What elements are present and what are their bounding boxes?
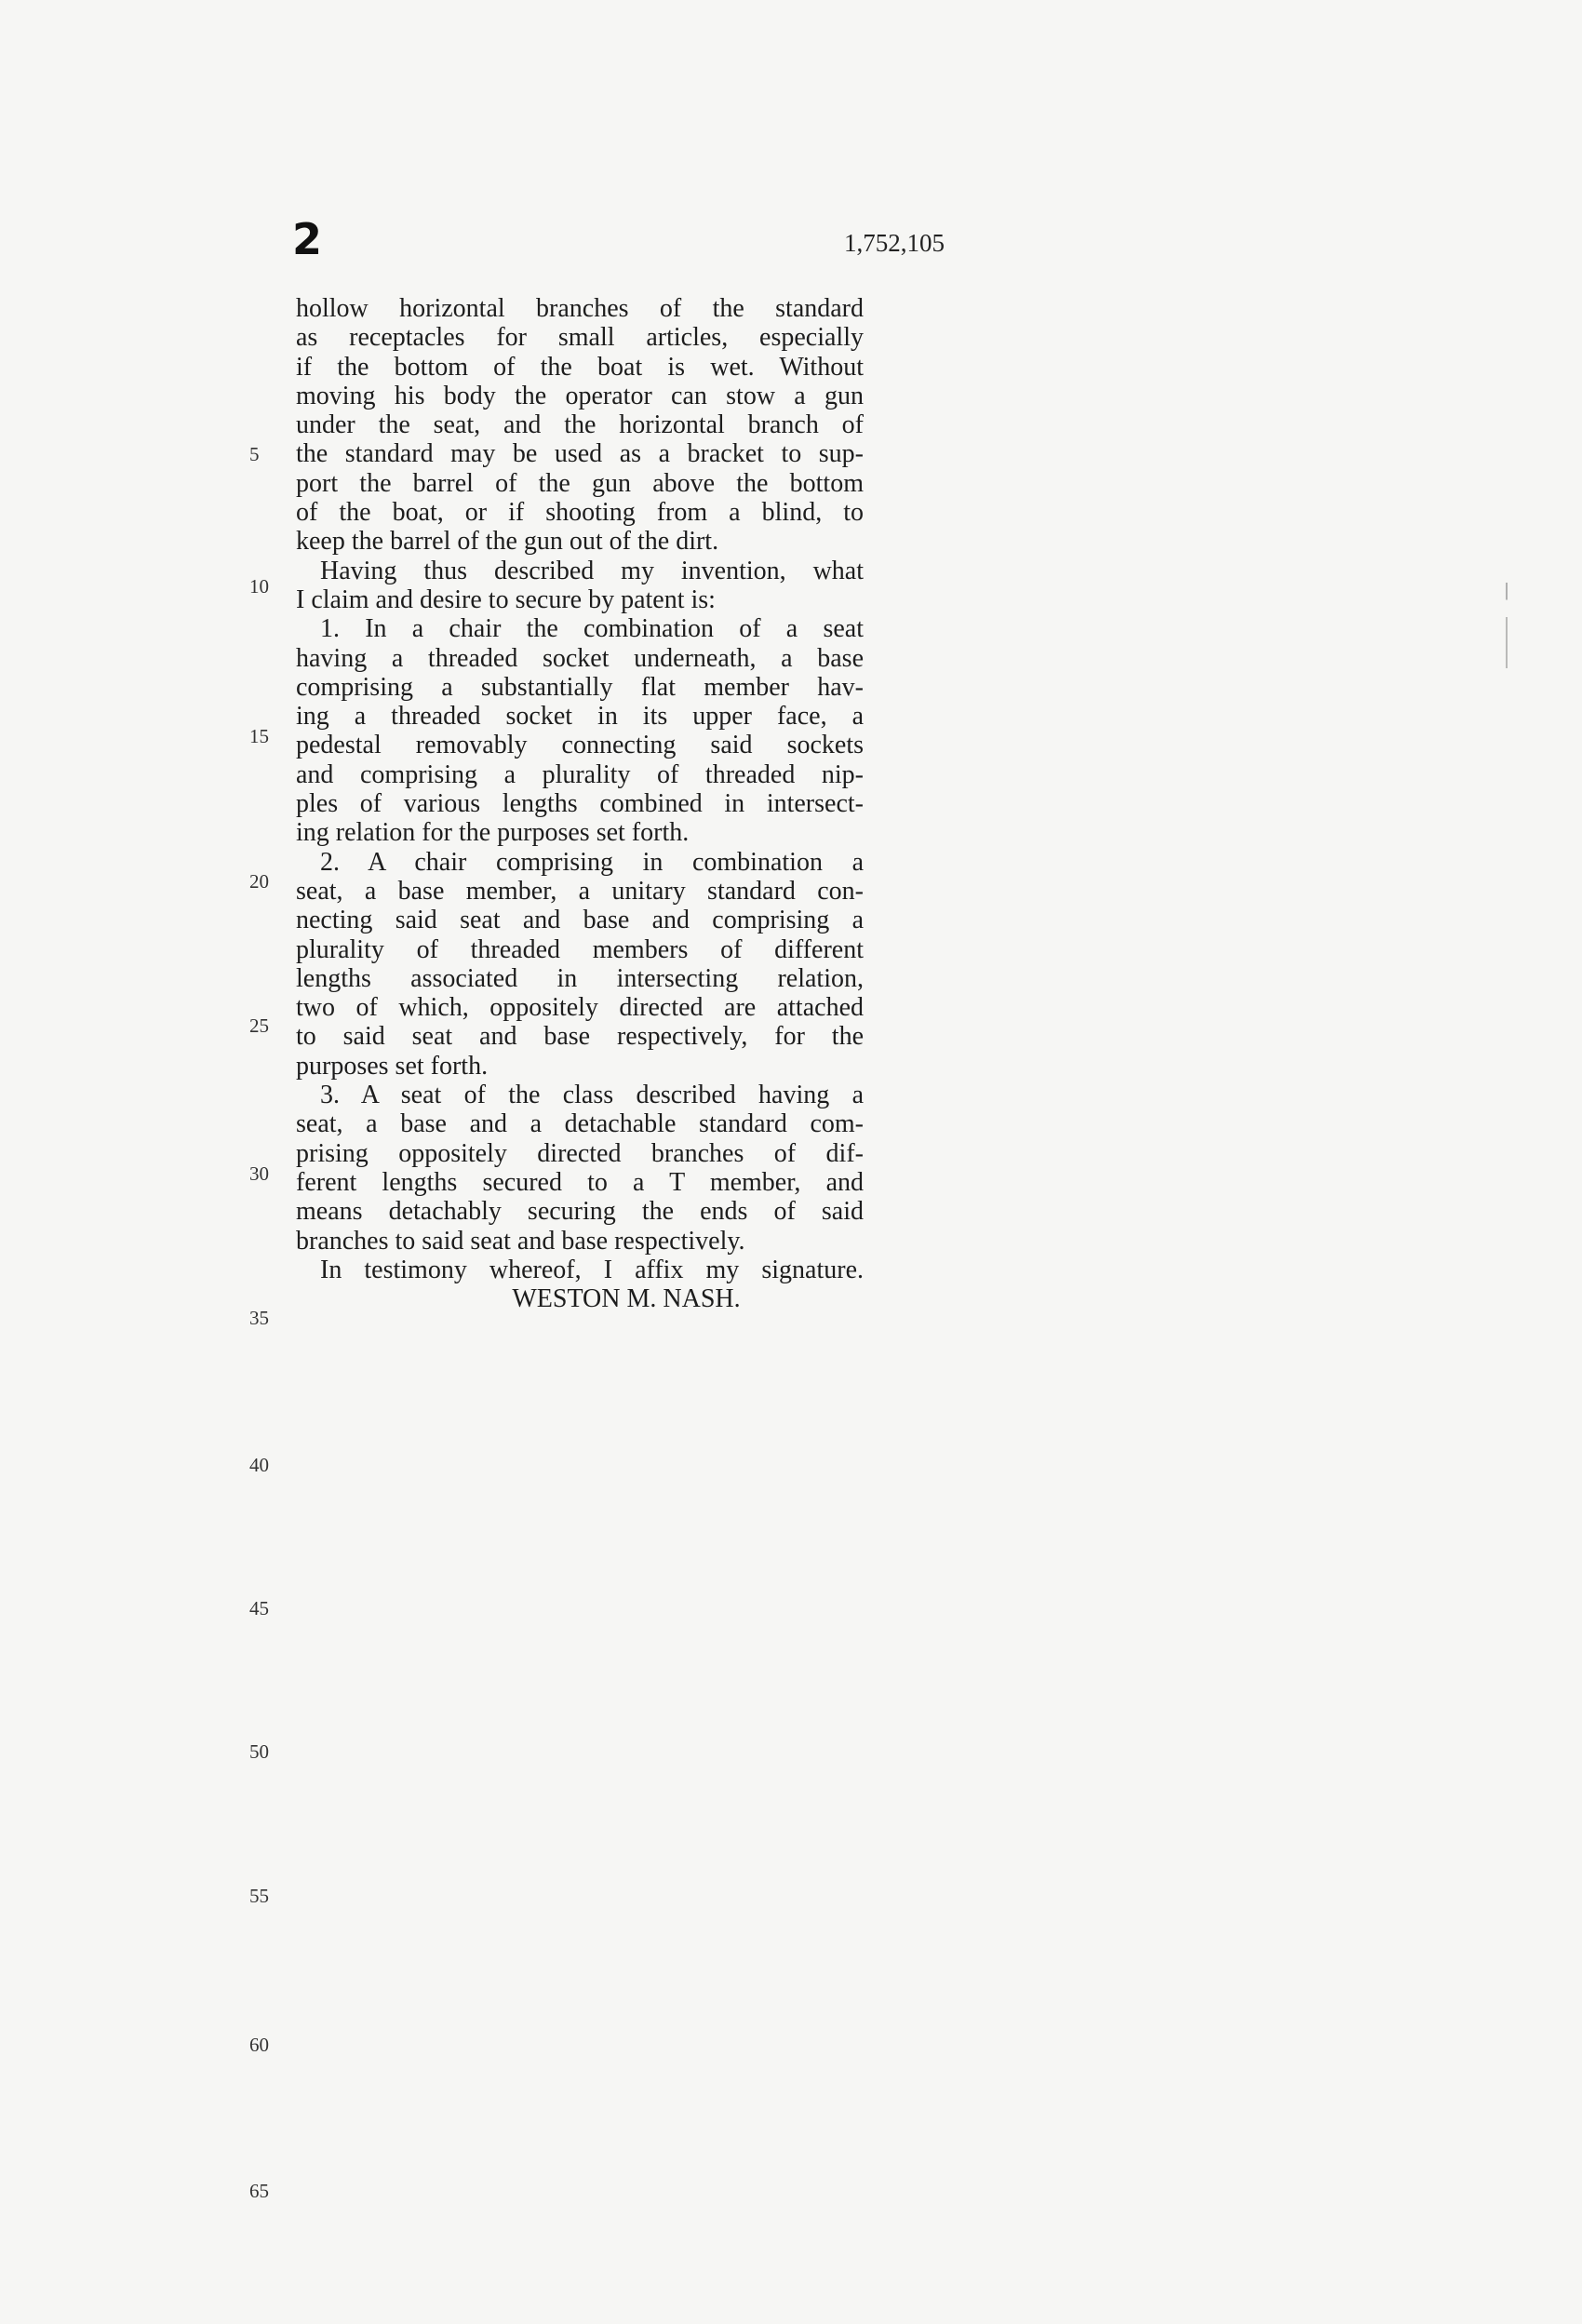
text-line: having a threaded socket underneath, a base [296,643,864,673]
text-line: to said seat and base respectively, for the [296,1022,864,1052]
margin-line-number: 25 [249,1014,269,1037]
page-number: 2 [292,214,323,264]
text-line: ing relation for the purposes set forth. [296,818,690,848]
text-line: comprising a substantially flat member hav- [296,672,864,702]
margin-line-number: 30 [249,1162,269,1185]
margin-line-number: 5 [249,443,260,465]
text-line: under the seat, and the horizontal branch of [296,410,864,440]
text-line: 1. In a chair the combination of a seat [320,614,864,644]
text-line: seat, a base and a detachable standard com- [296,1109,864,1139]
margin-line-number: 10 [249,575,269,598]
text-line: branches to said seat and base respectively. [296,1226,745,1256]
text-line: 2. A chair comprising in combination a [320,847,864,877]
patent-number: 1,752,105 [844,229,945,257]
text-line: moving his body the operator can stow a gun [296,381,864,410]
text-line: and comprising a plurality of threaded nip- [296,759,864,789]
signature-line: WESTON M. NASH. [512,1284,741,1314]
margin-line-number: 20 [249,870,269,893]
margin-line-number: 50 [249,1740,269,1763]
text-line: ing a threaded socket in its upper face, a [296,702,864,732]
margin-line-number: 65 [249,2180,269,2202]
text-line: means detachably securing the ends of said [296,1197,864,1227]
text-line: 3. A seat of the class described having a [320,1081,864,1110]
text-line: seat, a base member, a unitary standard con- [296,876,864,906]
margin-line-number: 60 [249,2034,269,2056]
text-line: keep the barrel of the gun out of the dirt. [296,527,719,557]
margin-line-number: 40 [249,1454,269,1476]
margin-line-number: 45 [249,1597,269,1619]
text-line: purposes set forth. [296,1051,489,1081]
text-line: plurality of threaded members of different [296,934,864,964]
text-line: hollow horizontal branches of the standard [296,294,864,323]
text-line: ples of various lengths combined in intersect- [296,789,864,819]
text-line: two of which, oppositely directed are attached [296,993,864,1023]
text-line: port the barrel of the gun above the bottom [296,468,864,498]
margin-line-number: 15 [249,725,269,747]
text-line: prising oppositely directed branches of dif- [296,1138,864,1168]
margin-line-number: 35 [249,1307,269,1329]
text-line: I claim and desire to secure by patent is: [296,584,716,614]
margin-line-number: 55 [249,1885,269,1907]
scan-artifact-mark [1506,583,1508,668]
claims-text-column [296,294,864,1313]
text-line: of the boat, or if shooting from a blind, to [296,498,864,528]
text-line: ferent lengths secured to a T member, and [296,1167,864,1197]
text-line: as receptacles for small articles, especially [296,323,864,353]
text-line: if the bottom of the boat is wet. Without [296,352,864,382]
text-line: the standard may be used as a bracket to sup- [296,439,864,469]
text-line: lengths associated in intersecting relation, [296,963,864,993]
text-line: necting said seat and base and comprising a [296,906,864,935]
text-line: In testimony whereof, I affix my signature. [320,1255,864,1284]
text-line: Having thus described my invention, what [320,556,864,585]
text-line: pedestal removably connecting said sockets [296,731,864,760]
